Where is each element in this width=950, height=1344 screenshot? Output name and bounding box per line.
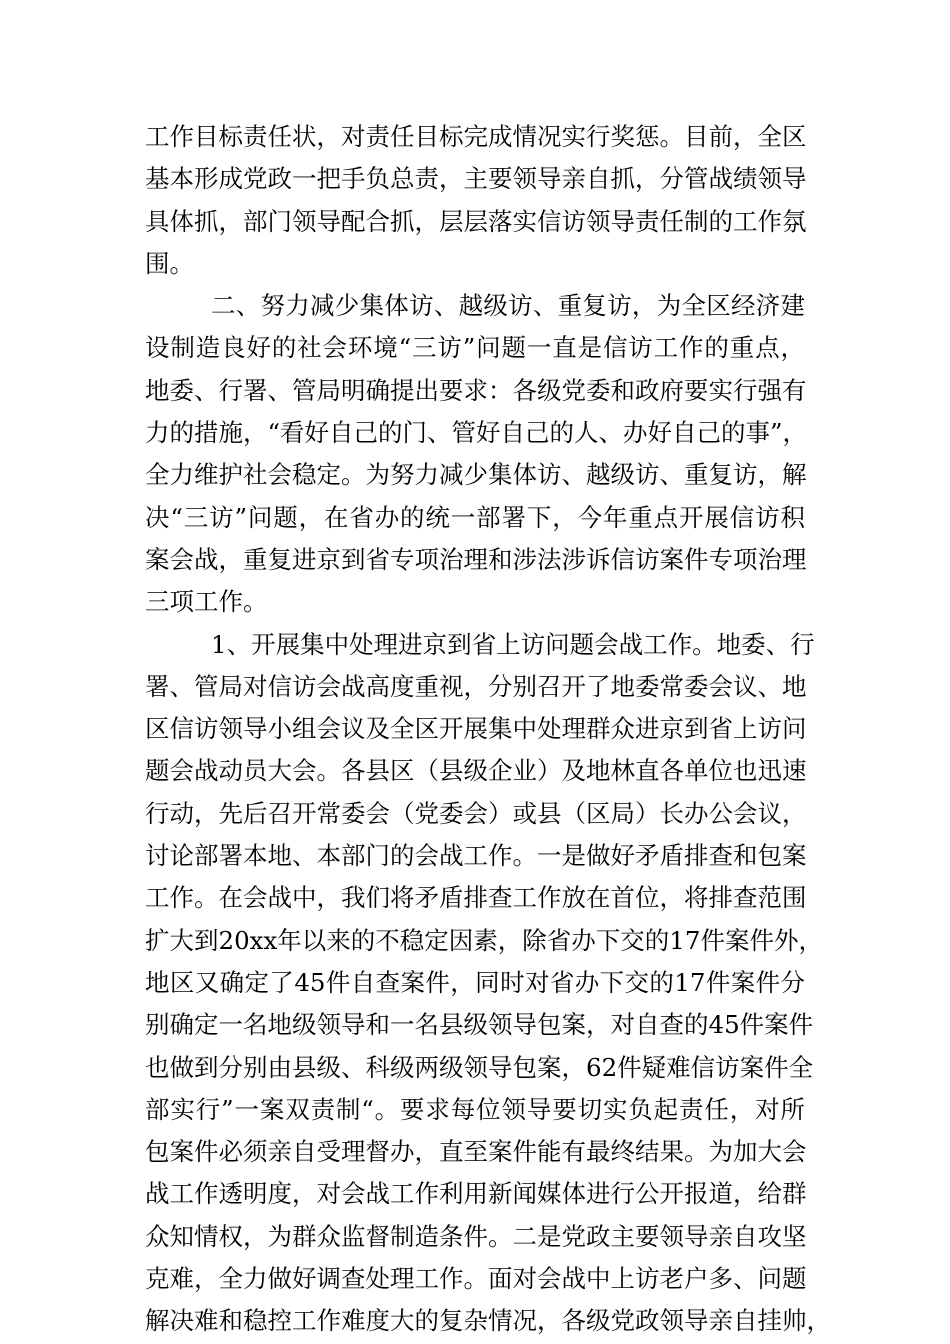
text-line: 设制造良好的社会环境“三访”问题一直是信访工作的重点， xyxy=(145,333,805,363)
text-line: 讨论部署本地、本部门的会战工作。一是做好矛盾排查和包案 xyxy=(145,841,807,871)
text-line: 部实行”一案双责制“。要求每位领导要切实负起责任，对所 xyxy=(145,1094,805,1124)
text-line: 署、管局对信访会战高度重视，分别召开了地委常委会议、地 xyxy=(145,671,807,701)
text-line: 战工作透明度，对会战工作利用新闻媒体进行公开报道，给群 xyxy=(145,1179,807,1209)
text-line: 全力维护社会稳定。为努力减少集体访、越级访、重复访，解 xyxy=(145,460,807,490)
paragraph-heading-line: 1、开展集中处理进京到省上访问题会战工作。地委、行 xyxy=(211,629,815,659)
text-line: 三项工作。 xyxy=(145,587,268,617)
text-line: 区信访领导小组会议及全区开展集中处理群众进京到省上访问 xyxy=(145,714,807,744)
text-line: 题会战动员大会。各县区（县级企业）及地林直各单位也迅速 xyxy=(145,756,807,786)
text-line: 也做到分别由县级、科级两级领导包案，62件疑难信访案件全 xyxy=(145,1052,814,1082)
text-line: 众知情权，为群众监督制造条件。二是党政主要领导亲自攻坚 xyxy=(145,1221,807,1251)
text-line: 克难，全力做好调查处理工作。面对会战中上访老户多、问题 xyxy=(145,1264,807,1294)
text-line: 工作目标责任状，对责任目标完成情况实行奖惩。目前，全区 xyxy=(145,122,807,151)
text-line: 别确定一名地级领导和一名县级领导包案，对自查的45件案件 xyxy=(145,1010,814,1040)
text-line: 工作。在会战中，我们将矛盾排查工作放在首位，将排查范围 xyxy=(145,883,807,913)
text-line: 地委、行署、管局明确提出要求：各级党委和政府要实行强有 xyxy=(145,375,807,405)
document-body-text xyxy=(145,116,831,1343)
text-line: 包案件必须亲自受理督办，直至案件能有最终结果。为加大会 xyxy=(145,1137,807,1167)
text-line: 行动，先后召开常委会（党委会）或县（区局）长办公会议， xyxy=(145,798,807,828)
paragraph-heading-line: 二、努力减少集体访、越级访、重复访，为全区经济建 xyxy=(211,291,805,321)
text-line: 扩大到20xx年以来的不稳定因素，除省办下交的17件案件外， xyxy=(145,925,823,955)
text-line: 决“三访”问题，在省办的统一部署下，今年重点开展信访积 xyxy=(145,502,805,532)
text-line: 力的措施，“看好自己的门、管好自己的人、办好自己的事”， xyxy=(145,418,808,448)
text-line: 基本形成党政一把手负总责，主要领导亲自抓，分管战绩领导 xyxy=(145,164,807,194)
text-line: 具体抓，部门领导配合抓，层层落实信访领导责任制的工作氛 xyxy=(145,206,807,236)
text-line: 解决难和稳控工作难度大的复杂情况，各级党政领导亲自挂帅， xyxy=(145,1306,831,1336)
text-line: 围。 xyxy=(145,248,194,278)
text-line: 案会战，重复进京到省专项治理和涉法涉诉信访案件专项治理 xyxy=(145,544,807,574)
text-line: 地区又确定了45件自查案件，同时对省办下交的17件案件分 xyxy=(145,967,805,997)
